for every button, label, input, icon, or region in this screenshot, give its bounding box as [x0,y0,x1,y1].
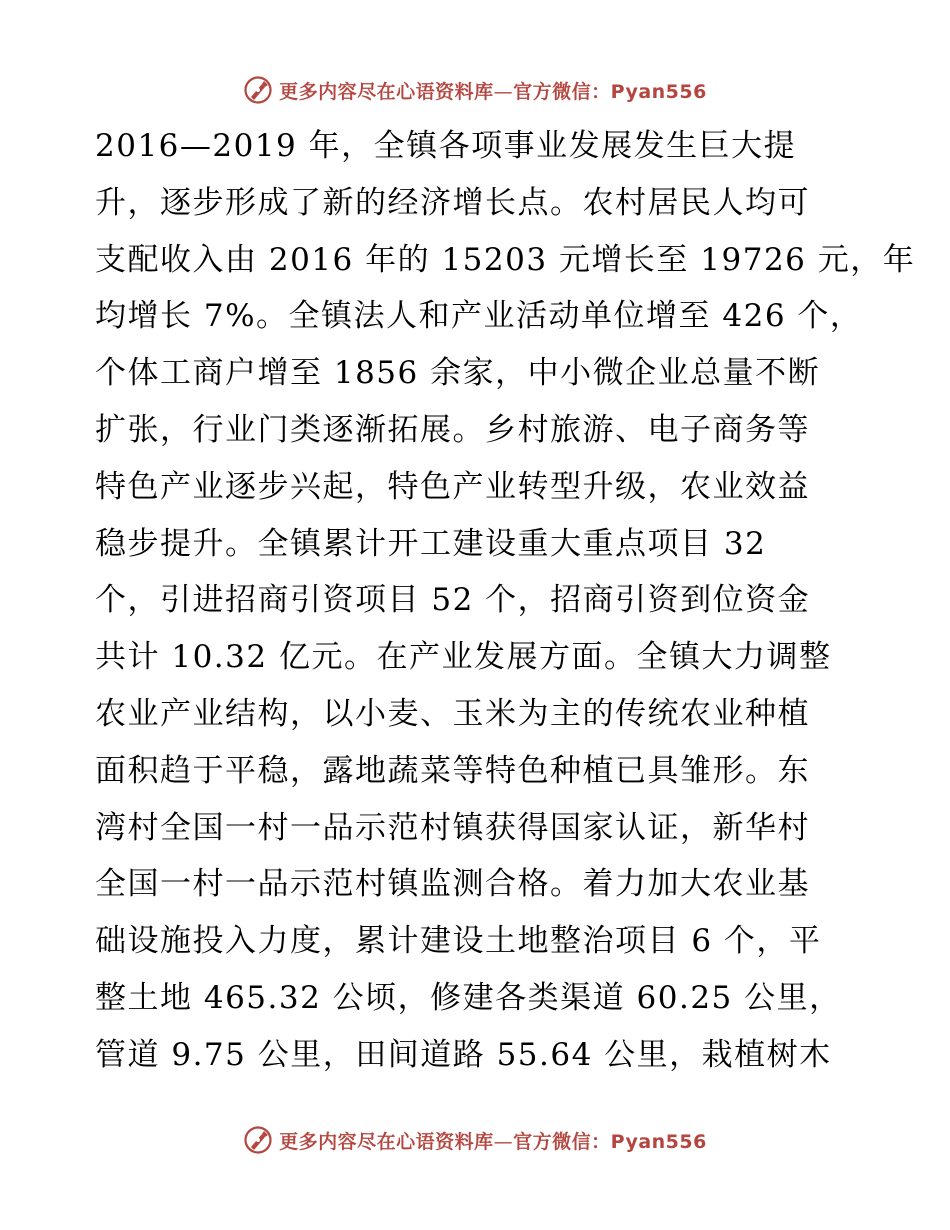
body-line: 础设施投入力度，累计建设土地整治项目 6 个，平 [95,923,822,960]
body-line: 稳步提升。全镇累计开工建设重大重点项目 32 [95,525,767,562]
footer-text: 更多内容尽在心语资料库—官方微信：Pyan556 [279,1130,707,1153]
body-line: 个体工商户增至 1856 余家，中小微企业总量不断 [95,355,821,392]
pen-logo-icon [243,75,273,105]
header-text: 更多内容尽在心语资料库—官方微信：Pyan556 [279,80,707,103]
body-line: 2016—2019 年，全镇各项事业发展发生巨大提 [95,128,797,164]
body-line: 湾村全国一村一品示范村镇获得国家认证，新华村 [95,809,810,846]
body-line: 均增长 7%。全镇法人和产业活动单位增至 426 个， [95,298,863,335]
body-line: 升，逐步形成了新的经济增长点。农村居民人均可 [95,184,810,221]
footer-banner [0,1120,950,1160]
body-line: 整土地 465.32 公顷，修建各类渠道 60.25 公里， [95,979,842,1016]
body-text [95,118,916,1084]
header-banner [0,70,950,110]
body-line: 扩张，行业门类逐渐拓展。乡村旅游、电子商务等 [95,411,810,448]
body-line: 特色产业逐步兴起，特色产业转型升级，农业效益 [95,468,810,505]
body-line: 面积趋于平稳，露地蔬菜等特色种植已具雏形。东 [95,752,810,789]
body-line: 农业产业结构，以小麦、玉米为主的传统农业种植 [95,695,810,732]
body-line: 管道 9.75 公里，田间道路 55.64 公里，栽植树木 [95,1036,832,1073]
body-line: 全国一村一品示范村镇监测合格。着力加大农业基 [95,866,810,903]
body-line: 共计 10.32 亿元。在产业发展方面。全镇大力调整 [95,639,832,676]
body-line: 个，引进招商引资项目 52 个，招商引资到位资金 [95,582,811,619]
body-line: 支配收入由 2016 年的 15203 元增长至 19726 元，年 [95,241,916,278]
pen-logo-icon [243,1125,273,1155]
